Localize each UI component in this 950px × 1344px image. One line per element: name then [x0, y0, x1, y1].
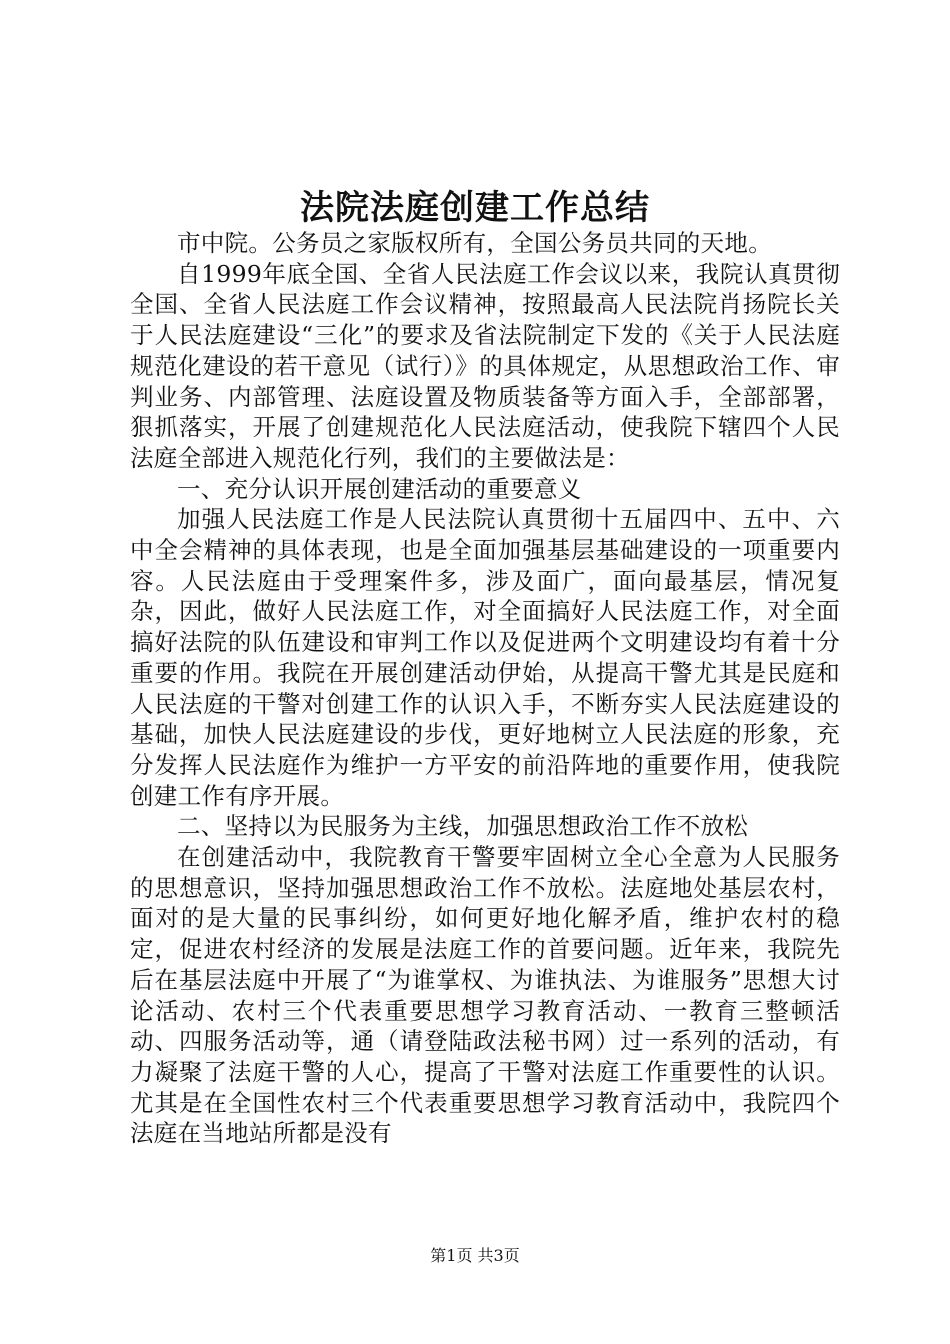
- paragraph-opening: 自1999年底全国、全省人民法庭工作会议以来，我院认真贯彻全国、全省人民法庭工作会议精神，按照最高人民法院肖扬院长关于人民法庭建设“三化”的要求及省法院制定下发的《关于人民法庭规范化建设的若干意见（试行）》的具体规定，从思想政治工作、审判业务、内部管理、法庭设置及物质装备等方面入手，全部部署，狠抓落实，开展了创建规范化人民法庭活动，使我院下辖四个人民法庭全部进入规范化行列，我们的主要做法是：: [130, 259, 840, 472]
- paragraph-section-1: 加强人民法庭工作是人民法院认真贯彻十五届四中、五中、六中全会精神的具体表现，也是全面加强基层基础建设的一项重要内容。人民法庭由于受理案件多，涉及面广，面向最基层，情况复杂，因此，做好人民法庭工作，对全面搞好人民法庭工作，对全面搞好法院的队伍建设和审判工作以及促进两个文明建设均有着十分重要的作用。我院在开展创建活动伊始，从提高干警尤其是民庭和人民法庭的干警对创建工作的认识入手，不断夯实人民法庭建设的基础，加快人民法庭建设的步伐，更好地树立人民法庭的形象，充分发挥人民法庭作为维护一方平安的前沿阵地的重要作用，使我院创建工作有序开展。: [130, 505, 840, 810]
- page-footer: 第1页 共3页: [430, 1246, 520, 1265]
- document-title: 法院法庭创建工作总结: [300, 188, 650, 228]
- section-heading-2: 二、坚持以为民服务为主线，加强思想政治工作不放松: [177, 812, 749, 841]
- document-body: [130, 228, 840, 1149]
- section-heading-1: 一、充分认识开展创建活动的重要意义: [177, 474, 582, 503]
- paragraph-section-2: 在创建活动中，我院教育干警要牢固树立全心全意为人民服务的思想意识，坚持加强思想政治工作不放松。法庭地处基层农村，面对的是大量的民事纠纷，如何更好地化解矛盾，维护农村的稳定，促进农村经济的发展是法庭工作的首要问题。近年来，我院先后在基层法庭中开展了“为谁掌权、为谁执法、为谁服务”思想大讨论活动、农村三个代表重要思想学习教育活动、一教育三整顿活动、四服务活动等，通（请登陆政法秘书网）过一系列的活动，有力凝聚了法庭干警的人心，提高了干警对法庭工作重要性的认识。尤其是在全国性农村三个代表重要思想学习教育活动中，我院四个法庭在当地站所都是没有: [130, 843, 840, 1148]
- paragraph-intro-note: 市中院。公务员之家版权所有，全国公务员共同的天地。: [177, 229, 772, 257]
